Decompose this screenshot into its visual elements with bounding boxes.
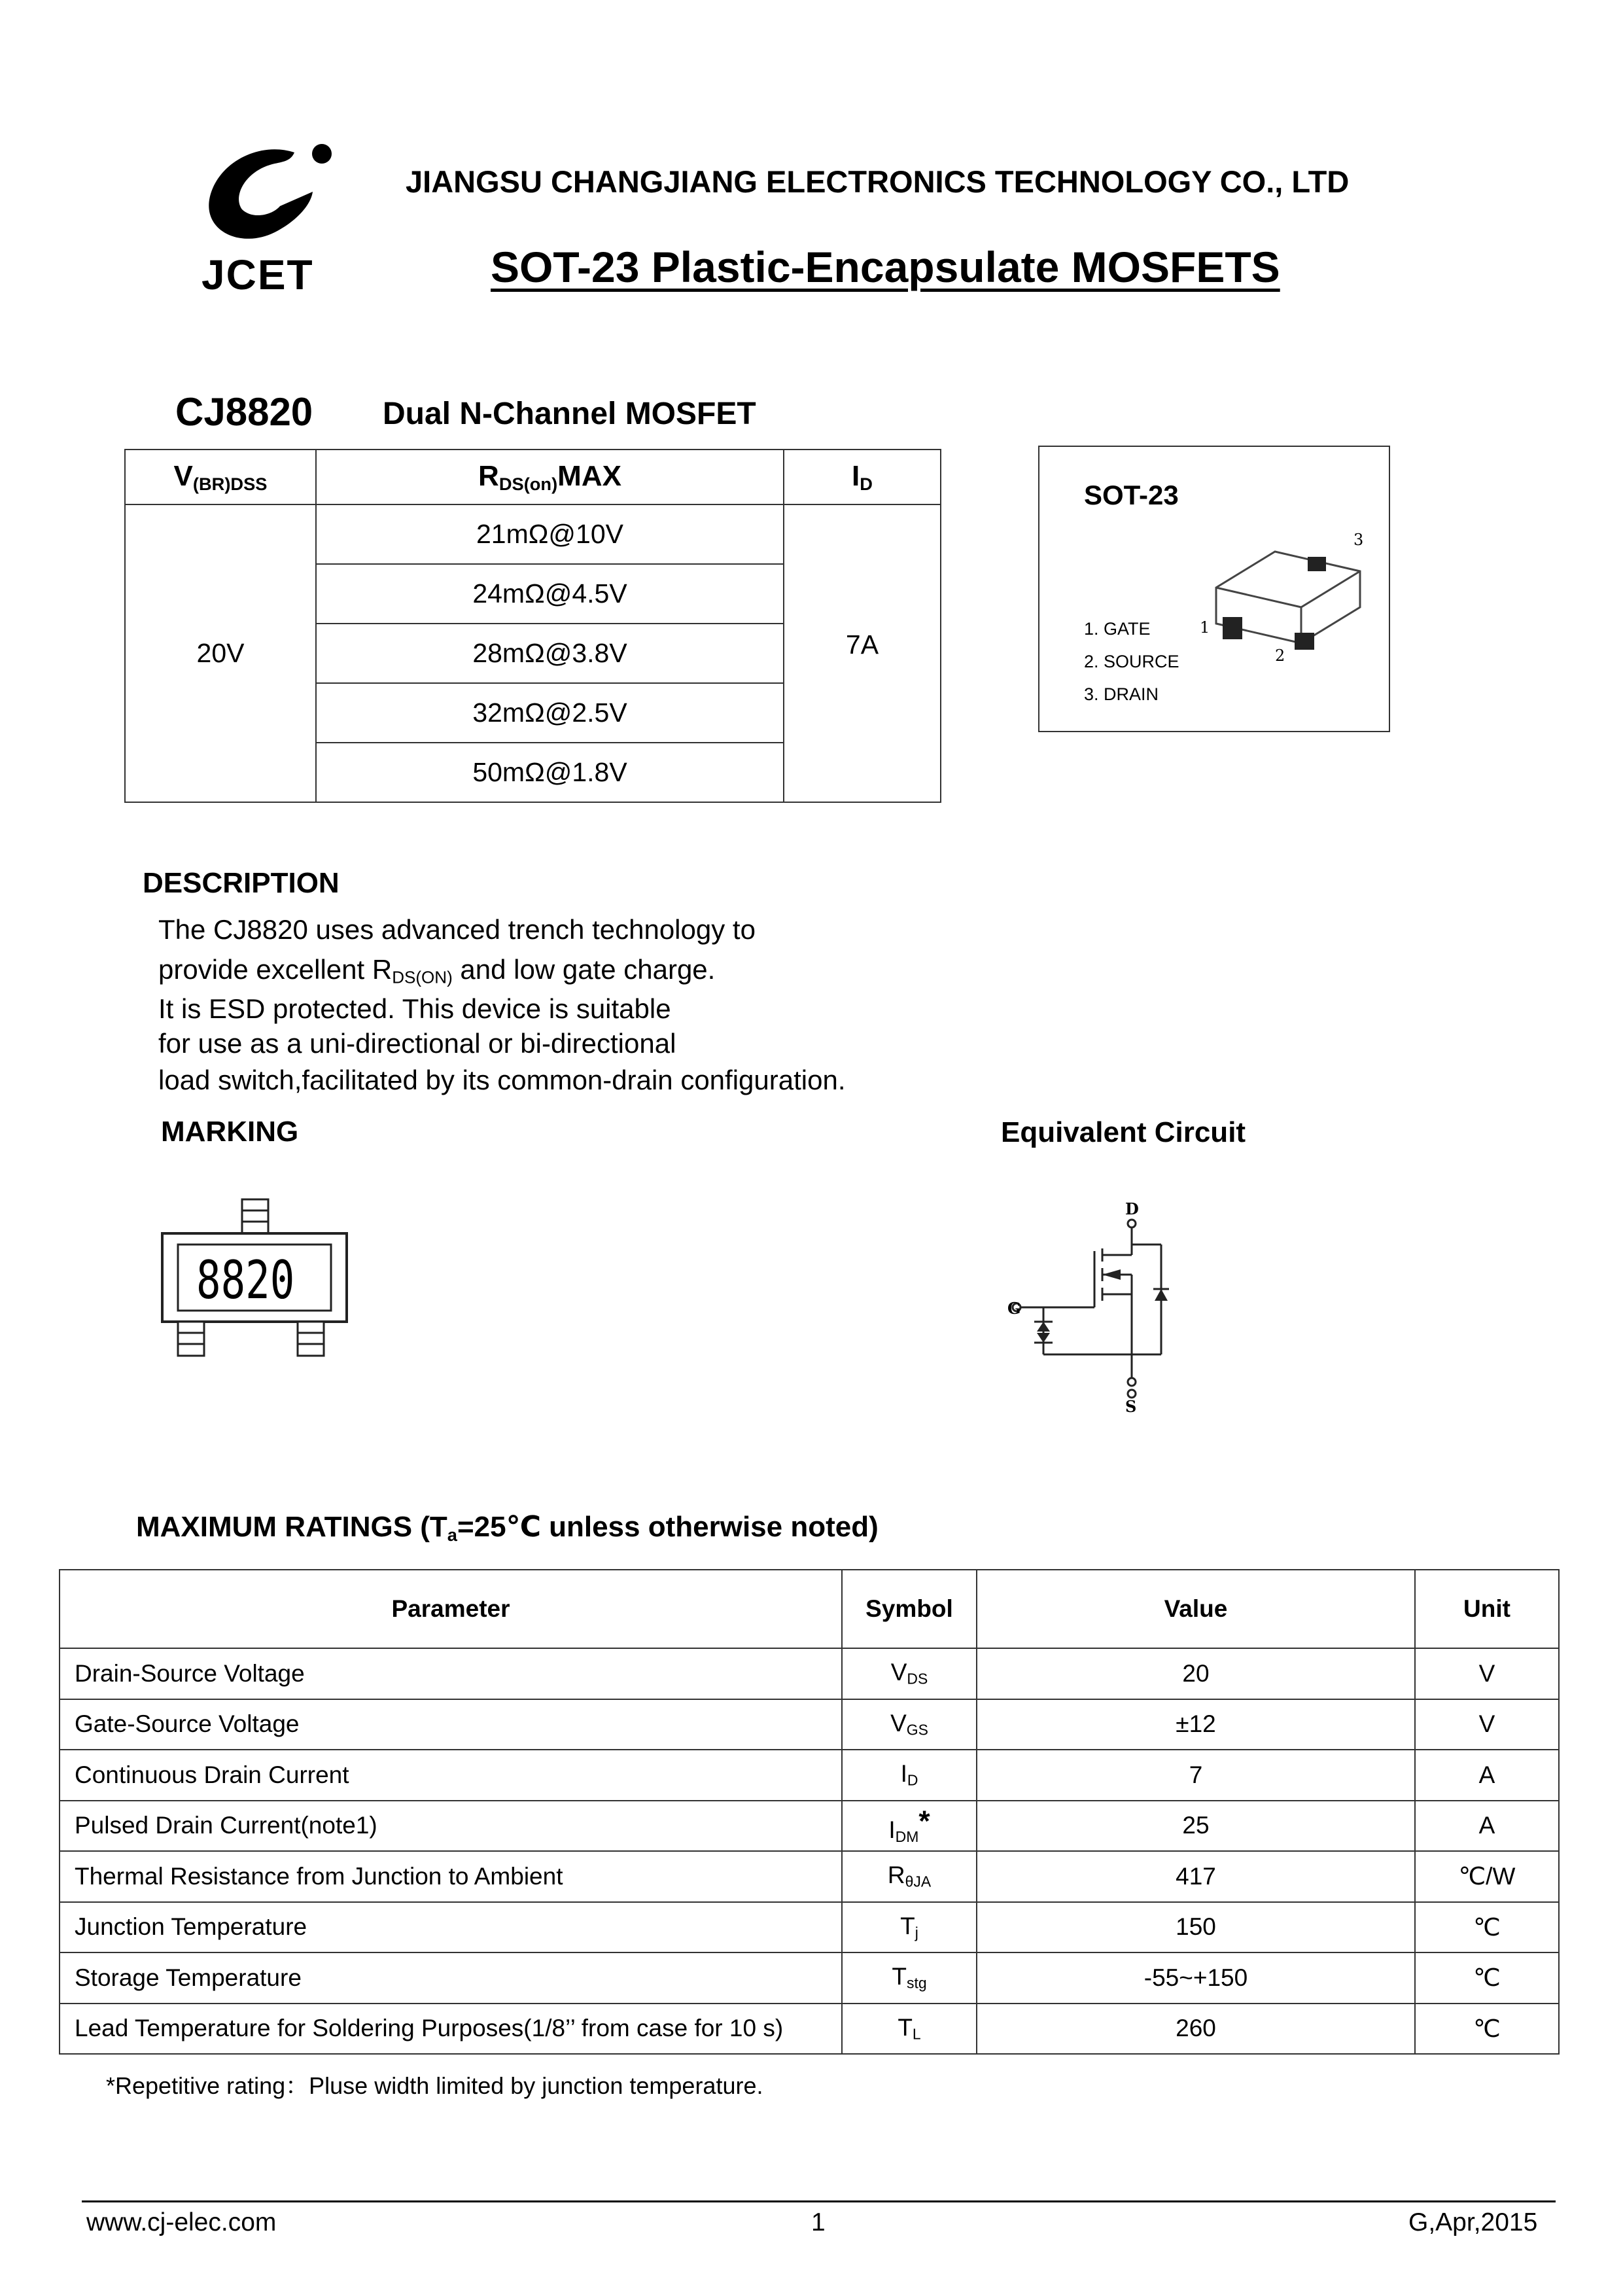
page-number: 1 xyxy=(811,2208,826,2236)
summary-table xyxy=(124,449,941,803)
value-cell: 20 xyxy=(977,1648,1415,1699)
package-box xyxy=(1038,446,1390,732)
table-row xyxy=(60,1801,1559,1852)
unit-cell: A xyxy=(1415,1801,1559,1852)
table-row xyxy=(60,1699,1559,1750)
parameter-cell: Continuous Drain Current xyxy=(60,1750,842,1801)
table-row xyxy=(60,1952,1559,2004)
rds-value: 21mΩ@10V xyxy=(316,504,784,564)
ratings-table xyxy=(59,1569,1560,2055)
symbol-cell: $V_{DS}$ xyxy=(842,1648,977,1699)
value-cell: 7 xyxy=(977,1750,1415,1801)
part-number: CJ8820 xyxy=(175,390,313,434)
symbol-cell: $I_{DM}*$ xyxy=(842,1801,977,1852)
symbol-cell: $I_D$ xyxy=(842,1750,977,1801)
value-cell: 25 xyxy=(977,1801,1415,1852)
table-row xyxy=(60,1851,1559,1902)
circuit-gate-label: G xyxy=(1007,1299,1021,1318)
ratings-header-parameter: Parameter xyxy=(60,1570,842,1648)
unit-cell: ℃/W xyxy=(1415,1851,1559,1902)
pin-label-source: 2. SOURCE xyxy=(1084,652,1179,671)
unit-cell: A xyxy=(1415,1750,1559,1801)
table-row xyxy=(60,1750,1559,1801)
description-line: It is ESD protected. This device is suitable xyxy=(158,993,671,1024)
pin-number-3: 3 xyxy=(1353,531,1364,549)
header-vbrdss: $V_{(BR)DSS}$ xyxy=(125,450,316,504)
logo-text: JCET xyxy=(201,251,314,298)
header-id: $I_D$ xyxy=(784,450,941,504)
rds-value: 24mΩ@4.5V xyxy=(316,564,784,624)
marking-code: 8820 xyxy=(196,1250,295,1311)
parameter-cell: Gate-Source Voltage xyxy=(60,1699,842,1750)
circuit-drain-label: D xyxy=(1125,1199,1139,1218)
jcet-logo xyxy=(196,134,340,298)
equivalent-circuit-heading: Equivalent Circuit xyxy=(1001,1116,1246,1148)
header-rdson: $R_{DS(on)}MAX$ xyxy=(316,450,784,504)
parameter-cell: Lead Temperature for Soldering Purposes(1/8’’ from case for 10 s) xyxy=(60,2004,842,2055)
logo-swirl-icon xyxy=(196,134,340,258)
value-cell: -55~+150 xyxy=(977,1952,1415,2004)
ratings-header-unit: Unit xyxy=(1415,1570,1559,1648)
sot23-package-icon xyxy=(1196,525,1373,650)
current-cell: 7A xyxy=(784,504,941,802)
unit-cell: V xyxy=(1415,1648,1559,1699)
part-description: Dual N-Channel MOSFET xyxy=(383,397,756,431)
table-row xyxy=(60,1902,1559,1953)
description-line: for use as a uni-directional or bi-directional xyxy=(158,1028,676,1059)
pin-label-drain: 3. DRAIN xyxy=(1084,684,1159,704)
voltage-cell: 20V xyxy=(125,504,316,802)
symbol-cell: $T_j$ xyxy=(842,1902,977,1953)
description-heading: DESCRIPTION xyxy=(143,867,340,899)
description-line: load switch,facilitated by its common-drain configuration. xyxy=(158,1065,846,1095)
unit-cell: ℃ xyxy=(1415,1952,1559,2004)
value-cell: 150 xyxy=(977,1902,1415,1953)
unit-cell: ℃ xyxy=(1415,2004,1559,2055)
symbol-cell: $T_L$ xyxy=(842,2004,977,2055)
ratings-header-symbol: Symbol xyxy=(842,1570,977,1648)
symbol-cell: $T_{stg}$ xyxy=(842,1952,977,2004)
table-row xyxy=(60,2004,1559,2055)
ratings-footnote: *Repetitive rating：Pluse width limited by junction temperature. xyxy=(106,2072,763,2099)
unit-cell: V xyxy=(1415,1699,1559,1750)
value-cell: 417 xyxy=(977,1851,1415,1902)
pin-number-2: 2 xyxy=(1275,646,1285,665)
parameter-cell: Pulsed Drain Current(note1) xyxy=(60,1801,842,1852)
parameter-cell: Junction Temperature xyxy=(60,1902,842,1953)
value-cell: ±12 xyxy=(977,1699,1415,1750)
description-line: The CJ8820 uses advanced trench technology to xyxy=(158,914,756,945)
company-name: JIANGSU CHANGJIANG ELECTRONICS TECHNOLOGY CO., LTD xyxy=(406,164,1350,199)
marking-heading: MARKING xyxy=(161,1116,299,1148)
symbol-cell: $V_{GS}$ xyxy=(842,1699,977,1750)
footer-website: www.cj-elec.com xyxy=(86,2208,277,2236)
footer-divider xyxy=(82,2200,1556,2202)
circuit-source-label: S xyxy=(1125,1397,1137,1416)
rds-value: 50mΩ@1.8V xyxy=(316,743,784,802)
rds-value: 32mΩ@2.5V xyxy=(316,683,784,743)
document-title: SOT-23 Plastic-Encapsulate MOSFETS xyxy=(491,243,1280,291)
ratings-header-value: Value xyxy=(977,1570,1415,1648)
unit-cell: ℃ xyxy=(1415,1902,1559,1953)
pin-number-1: 1 xyxy=(1200,618,1210,637)
parameter-cell: Thermal Resistance from Junction to Ambient xyxy=(60,1851,842,1902)
value-cell: 260 xyxy=(977,2004,1415,2055)
symbol-cell: $R_{\theta JA}$ xyxy=(842,1851,977,1902)
parameter-cell: Storage Temperature xyxy=(60,1952,842,2004)
rds-value: 28mΩ@3.8V xyxy=(316,624,784,683)
ratings-heading: MAXIMUM RATINGS ($T_a=25℃$ unless otherwise noted) xyxy=(136,1511,879,1545)
equivalent-circuit-diagram xyxy=(1004,1197,1187,1413)
description-line: provide excellent $R_{DS(ON)}$ and low gate charge. xyxy=(158,954,716,987)
parameter-cell: Drain-Source Voltage xyxy=(60,1648,842,1699)
package-title: SOT-23 xyxy=(1084,480,1179,510)
pin-label-gate: 1. GATE xyxy=(1084,619,1151,639)
footer-revision: G,Apr,2015 xyxy=(1408,2208,1538,2236)
table-row xyxy=(60,1648,1559,1699)
